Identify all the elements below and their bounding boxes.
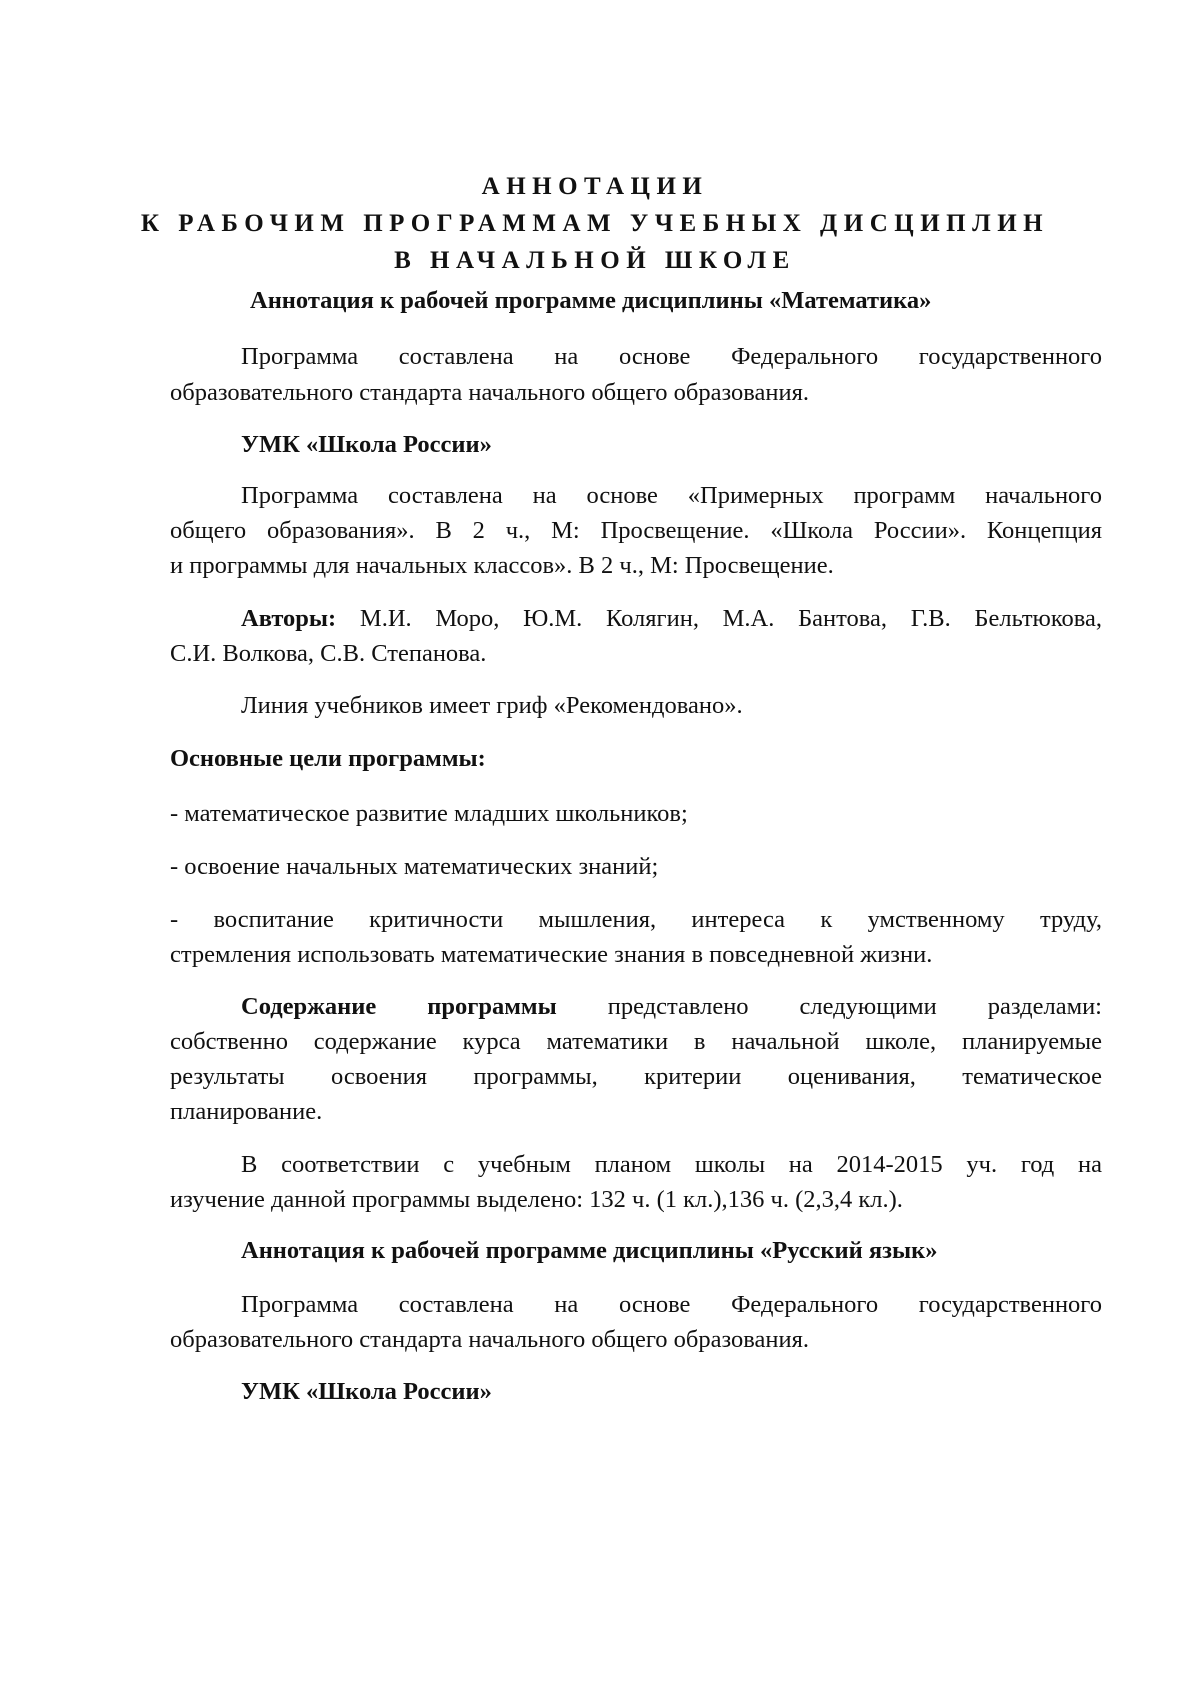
russian-intro-line-1: Программа составлена на основе Федерального государственного: [241, 1291, 1102, 1318]
content-label: Содержание программы: [241, 993, 557, 1020]
title-line-2: К РАБОЧИМ ПРОГРАММАМ УЧЕБНЫХ ДИСЦИПЛИН: [140, 210, 1050, 237]
math-basis-line-2: общего образования». В 2 ч., М: Просвещение. «Школа России». Концепция: [170, 517, 1102, 544]
content-text: представлено следующими разделами:: [556, 993, 1102, 1020]
math-basis-line-3: и программы для начальных классов». В 2 ч., М: Просвещение.: [170, 552, 834, 579]
title-line-1: АННОТАЦИИ: [481, 173, 709, 200]
math-hours-line-1: В соответствии с учебным планом школы на 2014-2015 уч. год на: [241, 1151, 1102, 1178]
math-goal-3-line-1: - воспитание критичности мышления, интереса к умственному труду,: [170, 906, 1102, 933]
math-content-line-3: результаты освоения программы, критерии оценивания, тематическое: [170, 1063, 1102, 1090]
authors-label: Авторы:: [241, 605, 337, 632]
russian-section-heading: Аннотация к рабочей программе дисциплины «Русский язык»: [241, 1237, 938, 1264]
math-content-line-2: собственно содержание курса математики в начальной школе, планируемые: [170, 1028, 1102, 1055]
math-basis-line-1: Программа составлена на основе «Примерных программ начального: [241, 482, 1102, 509]
math-content-line-1: [241, 992, 1102, 1022]
math-content-line-4: планирование.: [170, 1098, 323, 1125]
math-authors-line-2: С.И. Волкова, С.В. Степанова.: [170, 640, 487, 667]
math-goal-2: - освоение начальных математических знаний;: [170, 853, 659, 880]
math-goal-1: - математическое развитие младших школьников;: [170, 800, 688, 827]
math-authors-line-1: [241, 604, 1102, 634]
title-line-3: В НАЧАЛЬНОЙ ШКОЛЕ: [394, 247, 796, 274]
russian-intro-line-2: образовательного стандарта начального общего образования.: [170, 1326, 810, 1353]
document-title: [0, 168, 1190, 279]
russian-umk-heading: УМК «Школа России»: [241, 1378, 492, 1405]
math-goal-3-line-2: стремления использовать математические знания в повседневной жизни.: [170, 941, 933, 968]
math-intro-line-2: образовательного стандарта начального общего образования.: [170, 379, 810, 406]
math-goals-heading: Основные цели программы:: [170, 745, 486, 772]
math-section-heading: Аннотация к рабочей программе дисциплины «Математика»: [250, 287, 932, 314]
math-grif: Линия учебников имеет гриф «Рекомендовано».: [241, 692, 743, 719]
math-umk-heading: УМК «Школа России»: [241, 431, 492, 458]
math-intro-line-1: Программа составлена на основе Федерального государственного: [241, 343, 1102, 370]
authors-names: М.И. Моро, Ю.М. Колягин, М.А. Бантова, Г.В. Бельтюкова,: [336, 605, 1102, 632]
math-hours-line-2: изучение данной программы выделено: 132 ч. (1 кл.),136 ч. (2,3,4 кл.).: [170, 1186, 903, 1213]
